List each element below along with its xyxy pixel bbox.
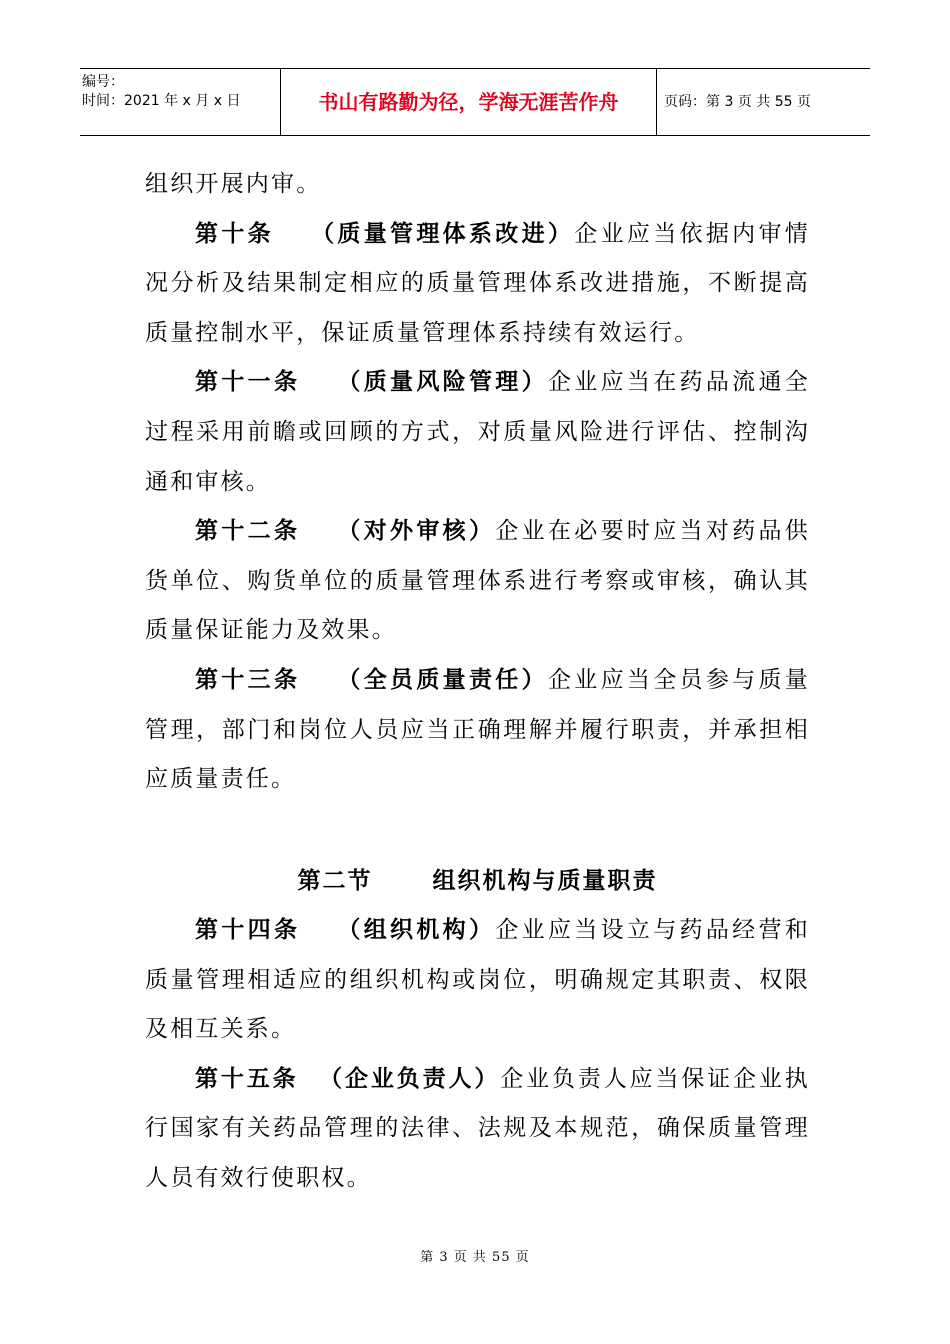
article-paragraph [145,656,810,805]
article-number: 第十条 [195,220,274,247]
section-title: 组织机构与质量职责 [432,868,658,894]
article-title: （质量管理体系改进） [309,220,575,247]
code-label: 编号： [82,74,124,90]
article-number: 第十一条 [195,369,301,396]
article-title: （企业负责人） [318,1065,501,1092]
article-text: 企业应当设立与药品经营和质量管理相适应的组织机构或岗位，明确规定其职责、权限及相互关系。 [145,917,811,1043]
article-paragraph [145,358,810,507]
body-text [145,160,810,805]
page-footer: 第 3 页 共 55 页 [420,1250,530,1265]
article-paragraph [145,507,810,656]
article-title: （全员质量责任） [336,666,548,693]
article-paragraph [145,906,810,1055]
section-heading [145,856,810,906]
article-title: （组织机构） [336,917,496,943]
header-divider [656,69,657,136]
article-text: 企业应当全员参与质量管理，部门和岗位人员应当正确理解并履行职责，并承担相应质量责任。 [145,666,810,793]
article-text: 企业应当依据内审情况分析及结果制定相应的质量管理体系改进措施，不断提高质量控制水平，保证质量管理体系持续有效运行。 [145,220,810,346]
page-header [80,68,870,136]
body-text-section-2 [145,906,810,1204]
header-motto: 书山有路勤为径，学海无涯苦作舟 [318,90,619,114]
continuation-paragraph: 组织开展内审。 [145,171,322,197]
article-number: 第十三条 [195,666,301,693]
article-text: 企业负责人应当保证企业执行国家有关药品管理的法律、法规及本规范，确保质量管理人员有效行使职权。 [145,1065,810,1191]
article-paragraph [145,1055,810,1204]
header-meta [82,73,282,111]
header-page-info: 页码：第 3 页 共 55 页 [664,94,811,110]
article-number: 第十五条 [195,1065,299,1092]
article-text: 企业应当在药品流通全过程采用前瞻或回顾的方式，对质量风险进行评估、控制沟通和审核。 [145,369,810,495]
section-number: 第二节 [297,868,373,894]
article-title: （质量风险管理） [336,369,548,396]
time-label: 时间：2021 年 x 月 x 日 [82,93,241,109]
article-title: （对外审核） [336,518,496,545]
article-paragraph [145,210,810,359]
article-number: 第十二条 [195,518,301,545]
article-number: 第十四条 [195,917,301,943]
article-text: 企业在必要时应当对药品供货单位、购货单位的质量管理体系进行考察或审核，确认其质量保证能力及效果。 [145,518,811,644]
